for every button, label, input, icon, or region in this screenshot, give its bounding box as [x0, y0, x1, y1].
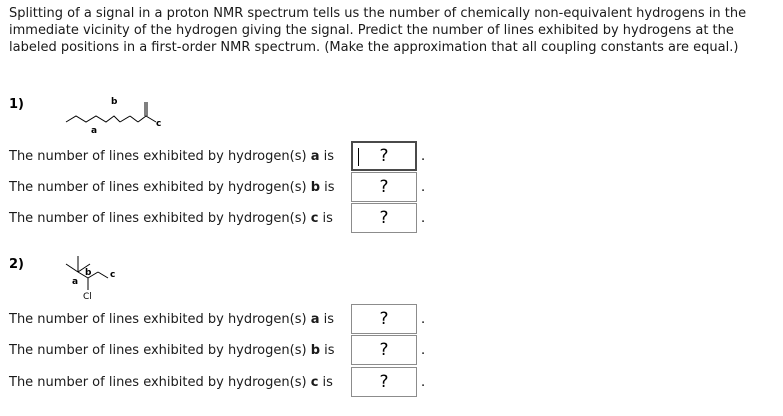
- molecule-1-label-c: c: [156, 119, 162, 129]
- question-2-number: 2): [9, 257, 24, 272]
- molecule-2-label-b: b: [85, 268, 92, 278]
- answer-input-2a[interactable]: ?: [351, 304, 417, 334]
- question-2-row-a: The number of lines exhibited by hydrogen(s) a is ? .: [9, 303, 425, 335]
- molecule-2-structure: [60, 250, 140, 302]
- row-label: The number of lines exhibited by hydrogen(s) b is: [9, 342, 335, 358]
- molecule-2-label-c: c: [110, 270, 116, 280]
- molecule-1-label-b: b: [111, 97, 118, 107]
- question-1-row-c: The number of lines exhibited by hydrogen(s) c is ? .: [9, 202, 425, 234]
- molecule-2-label-a: a: [72, 277, 79, 287]
- answer-input-1c[interactable]: ?: [351, 203, 417, 233]
- question-1-row-a: The number of lines exhibited by hydrogen(s) a is ? .: [9, 140, 425, 172]
- row-label: The number of lines exhibited by hydrogen(s) c is: [9, 210, 333, 226]
- question-2-row-b: The number of lines exhibited by hydrogen(s) b is ? .: [9, 334, 425, 366]
- text-caret: [358, 148, 359, 166]
- question-1-row-b: The number of lines exhibited by hydrogen(s) b is ? .: [9, 171, 425, 203]
- answer-input-1b[interactable]: ?: [351, 172, 417, 202]
- answer-input-2b[interactable]: ?: [351, 335, 417, 365]
- question-1-number: 1): [9, 97, 24, 112]
- instructions-text: Splitting of a signal in a proton NMR spectrum tells us the number of chemically non-equivalent hydrogens in the immediate vicinity of the hydrogen giving the signal. Predict the number of lines exhibited by hydrogens at the labeled positions in a first-order NMR spectrum. (Make the approximation that all coupling constants are equal.): [9, 6, 747, 55]
- molecule-2-label-cl: Cl: [83, 292, 92, 302]
- question-2-row-c: The number of lines exhibited by hydrogen(s) c is ? .: [9, 366, 425, 398]
- row-label: The number of lines exhibited by hydrogen(s) a is: [9, 148, 334, 164]
- row-label: The number of lines exhibited by hydrogen(s) b is: [9, 179, 335, 195]
- answer-input-1a[interactable]: ?: [351, 141, 417, 171]
- molecule-1-structure: [60, 88, 170, 136]
- row-label: The number of lines exhibited by hydrogen(s) a is: [9, 311, 334, 327]
- molecule-1-label-a: a: [91, 126, 98, 136]
- row-label: The number of lines exhibited by hydrogen(s) c is: [9, 374, 333, 390]
- answer-input-2c[interactable]: ?: [351, 367, 417, 397]
